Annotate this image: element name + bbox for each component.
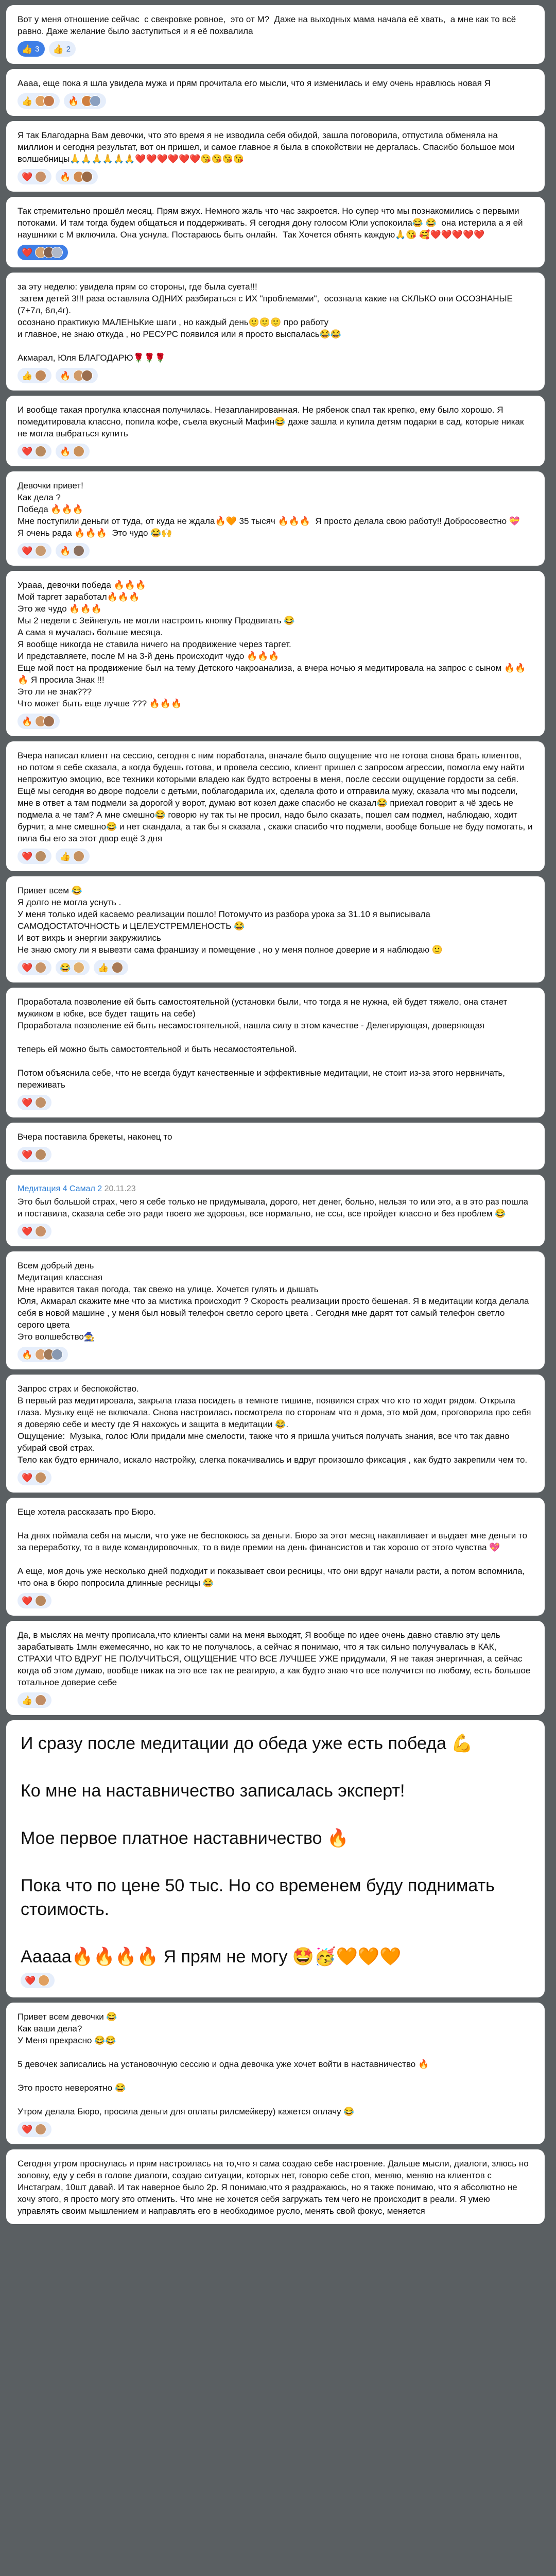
message-text-line (21, 1755, 530, 1779)
reaction-emoji: ❤️ (22, 851, 33, 861)
reactor-avatars (112, 962, 123, 973)
avatar (73, 545, 84, 556)
reaction-emoji: ❤️ (22, 962, 33, 973)
message-text-line: Как ваши дела? (18, 2024, 82, 2033)
message-bubble[interactable] (6, 1621, 545, 1715)
message-text-line (18, 2070, 533, 2082)
reactions-row (18, 245, 533, 260)
message-bubble[interactable] (6, 1123, 545, 1170)
avatar (35, 1595, 46, 1606)
message-text-line (21, 1921, 530, 1945)
avatar (73, 446, 84, 457)
reactions-row (21, 1973, 530, 1988)
message-text-line (18, 1553, 533, 1565)
avatar (35, 370, 46, 381)
reaction-emoji: ❤️ (22, 1097, 33, 1108)
message-text-line: Вот у меня отношение сейчас с свекровке ровное, это от М? Даже на выходных мама начала её хвать, а мне как то всё равно. Даже желание было заступиться и я её похвалила (18, 14, 518, 36)
reactor-avatars (73, 962, 84, 973)
message-text-line (18, 340, 533, 352)
message-text-line: Привет всем 😂 (18, 886, 82, 895)
reaction-emoji: ❤️ (22, 2124, 33, 2134)
reaction-pill[interactable] (18, 1347, 68, 1362)
reactions-row (18, 1224, 533, 1239)
reactions-row (18, 1095, 533, 1110)
reactions-row (18, 368, 533, 383)
reaction-emoji: 🔥 (60, 446, 71, 456)
reaction-emoji: 🔥 (68, 96, 79, 106)
message-text-line: Я очень рада 🔥🔥🔥 Это чудо 😂🙌 (18, 528, 172, 538)
reactor-avatars (35, 1349, 63, 1360)
reactor-avatars (35, 247, 63, 258)
reactor-avatars (35, 962, 46, 973)
avatar (43, 716, 55, 727)
message-text-line: Мы 2 недели с Зейнегуль не могли настроить кнопку Продвигать 😂 (18, 616, 295, 625)
reactor-avatars (73, 545, 84, 556)
reaction-pill[interactable] (18, 2122, 51, 2137)
message-text-line: На днях поймала себя на мысли, что уже не беспокоюсь за деньги. Бюро за этот месяц накапливает и выдает мне деньги то за переработку, то в виде командировочных, то в виде премии на день финансистов и так хорошо от этого чувства 💖 (18, 1531, 530, 1552)
reaction-pill[interactable] (18, 714, 60, 729)
message-bubble[interactable] (6, 1720, 545, 1997)
message-bubble[interactable] (6, 471, 545, 566)
message-text-line: Мое первое платное наставничество 🔥 (21, 1828, 349, 1848)
message-text-line: Это просто невероятно 😂 (18, 2083, 126, 2093)
message-text-line: Мне поступили деньги от туда, от куда не ждала🔥🧡 35 тысяч 🔥🔥🔥 Я просто делала свою работу!! Добросовестно 💝 (18, 516, 520, 526)
message-bubble[interactable] (6, 571, 545, 736)
reaction-emoji: ❤️ (22, 546, 33, 556)
message-text-line: А сама я мучалась больше месяца. (18, 628, 163, 637)
reactor-avatars (73, 171, 93, 182)
reaction-emoji: 👍 (22, 44, 33, 54)
message-text-line: Ещё мы сегодня во дворе подсели с детьми, поблагодарила их, сделала фото и отправила мужу, сказала что мы подсели, мне в ответ а там подмели за дорогой у ворот, думаю вот козел даже спасибо не сказал😂 приехал говорит а чё здесь не подмела а че там? А мне смешно😂 говорю ну так ты не просил, надо было сказать, пошел сам подмел, наблюдаю, ходит бурчит, а мне смешно😂 и нет скандала, а так бы я сказала , скажи спасибо что подмели, вообще больше не буду помогать, и пила бы его за этот двор ещё 3 дня (18, 786, 535, 843)
message-text-line: Как дела ? (18, 493, 61, 502)
message-bubble[interactable] (6, 69, 545, 116)
message-text-line: Мой таргет заработал🔥🔥🔥 (18, 592, 140, 602)
avatar (112, 962, 123, 973)
reactions-row (18, 1692, 533, 1708)
reactor-avatars (73, 851, 84, 862)
reaction-emoji: 🔥 (22, 1349, 33, 1360)
message-text-line: Вчера написал клиент на сессию, сегодня с ним поработала, вначале было ощущение что не готова снова брать клиентов, но потом я себе сказала, а когда будешь готова, и провела сессию, клиент пришел с запросом агрессии, помогла ему найти непрожитую эмоцию, все техники которыми владею как будто встроены в меня, после сессии ощущение гордости за себя. (18, 751, 527, 784)
reaction-pill[interactable] (56, 169, 98, 184)
message-text-line: Еще хотела рассказать про Бюро. (18, 1507, 156, 1517)
message-text-line: Юля, Акмарал скажите мне что за мистика происходит ? Скорость реализации просто бешеная. Я в медитации когда делала себя в новой машине , у меня был новый телефон светло серого цвета . Сегодня мне дарят тот самый телефон светло серого цвета (18, 1296, 532, 1330)
message-text-line: Сегодня утром проснулась и прям настроилась на то,что я сама создаю себе настроение. Дальше мысли, диалоги, злюсь но золовку, еду у себя в голове диалоги, создаю ситуации, которых нет, говорю себе стоп, меняю, меняю на клиентов с Инстаграм, 10шт давай. И так наверное было 2р. Я понимаю,что я раздражаюсь, но я также понимаю, что я абсолютно не хочу этого, я просто могу это отменить. Что мне не хочется себя загружать тем чего не происходит в реали. Я умею управлять своим мышлением и направлять его в необходимое русло, менять свой фокус, меняется (18, 2159, 531, 2216)
message-text-line: Да, в мыслях на мечту прописала,что клиенты сами на меня выходят, Я вообще по идее очень давно ставлю эту цель зарабатывать 1млн ежемесячно, но как то не получалось, а сейчас я понимаю, что я так сильно получувалась в КАК, СТРАХИ ЧТО ВДРУГ НЕ ПОЛУЧИТЬСЯ, ОЩУЩЕНИЕ ЧТО ВСЕ ЛУЧШЕЕ УЖЕ придумали, Я не такая энергичная, а сейчас когда об этом думаю, вообще никак на это все так не реагирую, а как будто знаю что все получится по любому, есть большое тотальное доверие себе (18, 1630, 533, 1687)
avatar (73, 962, 84, 973)
reaction-emoji: 👍 (98, 962, 109, 973)
forwarded-date: 20.11.23 (104, 1184, 136, 1193)
chat-feed (0, 5, 556, 2224)
avatar (35, 446, 46, 457)
reactor-avatars (35, 1097, 46, 1108)
reaction-pill[interactable] (64, 93, 106, 109)
reactions-row (18, 93, 533, 109)
message-text-line: Я вообще никогда не ставила ничего на продвижение через таргет. (18, 639, 291, 649)
message-text-line: Потом объяснила себе, что не всегда будут качественные и эффективные медитации, не стоит из-за этого нервничать, переживать (18, 1068, 508, 1090)
message-text-line: Привет всем девочки 😂 (18, 2012, 117, 2022)
reactions-row (18, 543, 533, 558)
reactions-row (18, 849, 533, 864)
message-text-line: Так стремительно прошёл месяц. Прям вжух. Немного жаль что час закроется. Но супер что мы познакомились с первыми потоками. И там тогда будем общаться и поддерживать. Я сегодня дону голосом Юли успокоила😂 😂 она истерила а я ей наушники с М включила. Она уснула. Постараюсь быть онлайн. Так Хочется обнять каждую🙏😘 🥰❤️❤️❤️❤️❤️ (18, 206, 526, 240)
message-bubble[interactable] (6, 5, 545, 64)
reaction-emoji: 👍 (60, 851, 71, 861)
message-text-line: Ко мне на наставничество записалась эксперт! (21, 1781, 405, 1801)
reaction-emoji: ❤️ (22, 1472, 33, 1483)
reactions-row (18, 169, 533, 184)
message-text-line: Еще мой пост на продвижение был на тему Детского чакроанализа, а вчера ночью я медитировала на запрос с сыном 🔥🔥🔥 Я просила Знак !!! (18, 663, 526, 685)
message-text-line: И вообще такая прогулка классная получилась. Незапланированная. Не рябенок спал так крепко, ему было хорошо. Я помедитировала классно, попила кофе, съела вкусный Мафин😂 даже зашла и купила детям подарки в сад, которые никак не могла выбраться купить (18, 405, 527, 438)
message-bubble[interactable] (6, 2149, 545, 2224)
message-bubble[interactable] (6, 273, 545, 391)
message-text-line (18, 2046, 533, 2058)
reaction-emoji: 😂 (60, 962, 71, 973)
message-text-line: теперь ей можно быть самостоятельной и быть несамостоятельной. (18, 1044, 297, 1054)
message-text-line: И вот вихрь и энергии закружились (18, 933, 161, 943)
message-text-line: Я так Благодарна Вам девочки, что это время я не изводила себя обидой, зашла поговорила, отпустила обменяла на миллион и сегодня результат, вот он пришел, и самое главное я была в спокойствии не дергалась. Спасибо большое мои волшебницы🙏🙏🙏🙏🙏🙏❤️❤️❤️❤️❤️❤️😘😘😘😘 (18, 130, 517, 164)
reactions-row (18, 960, 533, 975)
message-text-line: осознано практикую МАЛЕНЬКие шаги , но каждый день🙂🙂🙂 про работу (18, 317, 329, 327)
reaction-emoji: 🔥 (60, 370, 71, 381)
reaction-pill[interactable] (18, 1095, 51, 1110)
message-text-line: У Меня прекрасно 😂😂 (18, 2036, 116, 2045)
message-text-line: Вчера поставила брекеты, наконец то (18, 1132, 172, 1142)
reaction-pill[interactable] (21, 1973, 55, 1988)
reaction-pill[interactable] (56, 368, 98, 383)
reaction-emoji: 👍 (22, 370, 33, 381)
reaction-emoji: ❤️ (22, 446, 33, 456)
reaction-pill[interactable] (18, 169, 51, 184)
reactor-avatars (35, 1694, 46, 1706)
message-text-line: Утром делала Бюро, просила деньги для оплаты рилсмейкеру) кажется оплачу 😂 (18, 2107, 355, 2116)
reaction-emoji: 👍 (53, 44, 64, 54)
message-text-line: Это был большой страх, чего я себе только не придумывала, дорого, нет денег, больно, нельзя то или это, а в это раз пошла и поставила, сказала себе это ради твоего же здоровья, все нормально, не ссы, все пройдет классно и без проблем 😂 (18, 1197, 531, 1218)
message-text-line: Это ли не знак??? (18, 687, 92, 697)
avatar (51, 1349, 63, 1360)
message-bubble[interactable] (6, 396, 545, 466)
reactor-avatars (35, 1472, 46, 1483)
reactor-avatars (35, 370, 46, 381)
message-bubble[interactable] (6, 988, 545, 1117)
avatar (35, 545, 46, 556)
reactor-avatars (35, 1226, 46, 1237)
reaction-emoji: 🔥 (60, 546, 71, 556)
reaction-emoji: ❤️ (22, 1226, 33, 1236)
reactor-avatars (73, 370, 93, 381)
reactions-row (18, 2122, 533, 2137)
reactions-row (18, 1593, 533, 1608)
reaction-emoji: 👍 (22, 96, 33, 106)
reaction-pill[interactable] (18, 1692, 51, 1708)
reaction-emoji: 🔥 (22, 716, 33, 726)
message-text-line: Медитация классная (18, 1273, 103, 1282)
forwarded-header[interactable] (18, 1183, 533, 1195)
reaction-pill[interactable] (56, 444, 90, 459)
reaction-pill[interactable] (18, 41, 45, 57)
reaction-pill[interactable] (94, 960, 128, 975)
reaction-pill[interactable] (18, 1224, 51, 1239)
message-bubble[interactable] (6, 1251, 545, 1369)
reaction-count: 2 (66, 44, 71, 54)
reaction-pill[interactable] (56, 960, 90, 975)
message-text-line: И представляете, после М на 3-й день происходит чудо 🔥🔥🔥 (18, 651, 280, 661)
avatar (35, 1694, 46, 1706)
message-bubble[interactable] (6, 876, 545, 982)
avatar (35, 1226, 46, 1237)
message-text-line: Урааа, девочки победа 🔥🔥🔥 (18, 580, 146, 590)
reaction-pill[interactable] (18, 1593, 51, 1608)
avatar (35, 1472, 46, 1483)
message-text-line: И сразу после медитации до обеда уже есть победа 💪 (21, 1734, 473, 1753)
avatar (73, 851, 84, 862)
message-text-line: Победа 🔥🔥🔥 (18, 504, 83, 514)
avatar (81, 171, 93, 182)
message-text-line: Проработала позволение ей быть самостоятельной (установки были, что тогда я не нужна, ей будет тяжело, она станет мужиком в юбке, все будет тащить на себе) (18, 997, 510, 1019)
reaction-pill[interactable] (18, 1470, 51, 1485)
reactor-avatars (81, 95, 101, 107)
reaction-emoji: ❤️ (22, 1149, 33, 1160)
avatar (90, 95, 101, 107)
reaction-pill[interactable] (18, 849, 51, 864)
message-text-line: Тело как будто ерничало, искало настройку, слегка покачивались и вдруг произошло фиксация , как будто закрепили чем то. (18, 1455, 528, 1465)
avatar (38, 1975, 49, 1986)
reactor-avatars (38, 1975, 49, 1986)
message-text-line: Акмарал, Юля БЛАГОДАРЮ🌹🌹🌹 (18, 353, 166, 363)
reaction-pill[interactable] (18, 960, 51, 975)
message-text-line (21, 1850, 530, 1874)
reactions-row (18, 714, 533, 729)
message-text-line: Запрос страх и беспокойство. (18, 1384, 139, 1394)
avatar (35, 1149, 46, 1160)
reactions-row (18, 444, 533, 459)
message-text-line: Мне нравится такая погода, так свежо на улице. Хочется гулять и дышать (18, 1284, 319, 1294)
reaction-emoji: ❤️ (22, 247, 33, 258)
message-text-line: и главное, не знаю откуда , но РЕСУРС появился или я просто выспалась😂😂 (18, 329, 341, 339)
message-text-line: затем детей 3!!! раза оставляла ОДНИХ разбираться с ИХ "проблемами", осознала какие на СКЛЬКО они ОСОЗНАНЫЕ (7+7л, 6л,4г). (18, 294, 518, 315)
reaction-pill[interactable] (56, 543, 90, 558)
reactions-row (18, 1347, 533, 1362)
forwarded-title[interactable]: Медитация 4 Самал 2 (18, 1184, 102, 1193)
message-text-line (18, 1055, 533, 1067)
reaction-emoji: ❤️ (22, 172, 33, 182)
avatar (51, 247, 63, 258)
reaction-pill[interactable] (18, 93, 60, 109)
reaction-pill[interactable] (49, 41, 76, 57)
reactor-avatars (35, 95, 55, 107)
message-text-line: Не знаю смогу ли я вывезти сама франшизу и помещение , но у меня полное доверие и я наблюдаю 🙂 (18, 945, 443, 955)
reaction-emoji: ❤️ (22, 1596, 33, 1606)
reactor-avatars (35, 446, 46, 457)
message-text-line (21, 1803, 530, 1826)
reaction-count: 3 (35, 44, 40, 54)
avatar (35, 2124, 46, 2135)
reaction-emoji: 👍 (22, 1695, 33, 1705)
message-text-line: Я долго не могла уснуть . (18, 897, 121, 907)
message-text-line: Проработала позволение ей быть несамостоятельной, нашла силу в этом качестве - Делегирующая, доверяющая (18, 1021, 485, 1030)
message-text-line: Девочки привет! (18, 481, 83, 490)
message-bubble[interactable] (6, 1498, 545, 1616)
reactor-avatars (73, 446, 84, 457)
message-text-line: Аааа, еще пока я шла увидела мужа и прям прочитала его мысли, что я изменилась и ему очень нравлюсь новая Я (18, 78, 491, 88)
message-text-line: Всем добрый день (18, 1261, 94, 1270)
reactor-avatars (35, 1595, 46, 1606)
message-text-line (18, 2094, 533, 2106)
reactor-avatars (35, 545, 46, 556)
reaction-emoji: ❤️ (25, 1975, 36, 1986)
reaction-pill[interactable] (56, 849, 90, 864)
message-text-line: Что может быть еще лучше ??? 🔥🔥🔥 (18, 699, 182, 708)
message-text-line: 5 девочек записались на установочную сессию и одна девочка уже хочет войти в наставничество 🔥 (18, 2059, 429, 2069)
message-text-line: У меня только идей касаемо реализации пошло! Потомучто из разбора урока за 31.10 я выписывала САМОДОСТАТОЧНОСТЬ и ЦЕЛЕУСТРЕМЛЕНОСТЬ 😂 (18, 909, 433, 931)
reactor-avatars (35, 851, 46, 862)
reactions-row (18, 1470, 533, 1485)
message-text-line: А еще, моя дочь уже несколько дней подходит и показывает свои ресницы, что они вдруг начали расти, а потом вспомнила, что она в бюро попросила длинные ресницы 😂 (18, 1566, 527, 1588)
reaction-pill[interactable] (18, 444, 51, 459)
message-bubble[interactable] (6, 2003, 545, 2144)
avatar (35, 1097, 46, 1108)
avatar (81, 370, 93, 381)
message-bubble[interactable] (6, 1175, 545, 1246)
reactor-avatars (35, 716, 55, 727)
message-bubble[interactable] (6, 741, 545, 871)
reactor-avatars (35, 171, 46, 182)
reactions-row (18, 1147, 533, 1162)
reaction-emoji: 🔥 (60, 172, 71, 182)
reaction-pill[interactable] (18, 1147, 51, 1162)
avatar (35, 851, 46, 862)
message-text-line: за эту неделю: увидела прям со стороны, где была суета!!! (18, 282, 257, 292)
avatar (35, 962, 46, 973)
avatar (43, 95, 55, 107)
avatar (35, 171, 46, 182)
message-text-line: Это волшебство🧙 (18, 1332, 95, 1342)
message-text-line: Ааааа🔥🔥🔥🔥 Я прям не могу 🤩🥳🧡🧡🧡 (21, 1947, 402, 1967)
message-bubble[interactable] (6, 1375, 545, 1493)
message-text-line: Ощущение: Музыка, голос Юли придали мне смелости, также что я пришла учиться получать знания, все что так давно убирай свой страх. (18, 1431, 512, 1453)
message-text-line: Пока что по цене 50 тыс. Но со временем буду поднимать стоимость. (21, 1876, 500, 1919)
reaction-pill[interactable] (18, 543, 51, 558)
message-bubble[interactable] (6, 121, 545, 192)
reactions-row (18, 41, 533, 57)
reaction-pill[interactable] (18, 245, 68, 260)
message-text-line (18, 1031, 533, 1043)
message-text-line: Это же чудо 🔥🔥🔥 (18, 604, 102, 614)
message-bubble[interactable] (6, 197, 545, 267)
reaction-pill[interactable] (18, 368, 51, 383)
reactor-avatars (35, 1149, 46, 1160)
reactor-avatars (35, 2124, 46, 2135)
message-text-line: В первый раз медитировала, закрыла глаза посидеть в темноте тишине, появился страх что кто то ходит рядом. Открыла глаза. Музыку ещё не включала. Снова настроилась посмотрела по сторонам что я дома, это мой дом, проговорила про себя я доверяю себе и месту где Я нахожусь и защита в медитации 😂. (18, 1396, 536, 1429)
message-text-line (18, 1518, 533, 1530)
